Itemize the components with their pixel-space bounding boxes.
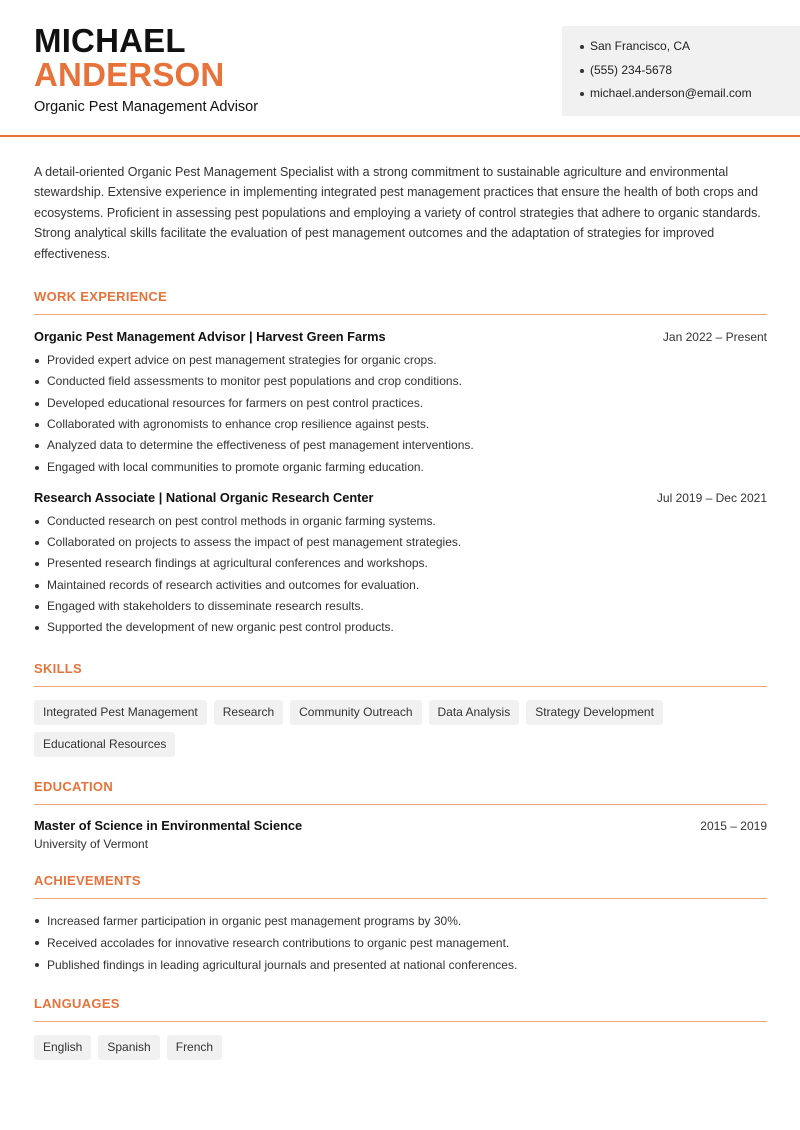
language-tag: English — [34, 1035, 91, 1060]
job-date: Jul 2019 – Dec 2021 — [656, 490, 767, 505]
section-title-skills: SKILLS — [34, 661, 767, 687]
section-title-work: WORK EXPERIENCE — [34, 289, 767, 315]
skill-tag: Educational Resources — [34, 732, 175, 757]
list-item: Engaged with local communities to promote organic farming education. — [34, 457, 767, 478]
achievements-section — [34, 873, 767, 976]
list-item: Supported the development of new organic pest control products. — [34, 617, 767, 638]
list-item: Presented research findings at agricultural conferences and workshops. — [34, 553, 767, 574]
list-item: Collaborated on projects to assess the impact of pest management strategies. — [34, 532, 767, 553]
job-role: Organic Pest Management Advisor | Harvest Green Farms — [34, 329, 386, 345]
last-name: ANDERSON — [34, 56, 225, 93]
list-item: Conducted field assessments to monitor pest populations and crop conditions. — [34, 371, 767, 392]
first-name: MICHAEL — [34, 22, 186, 59]
language-tag: French — [167, 1035, 222, 1060]
resume-body — [34, 162, 767, 1060]
list-item: Published findings in leading agricultural journals and presented at national conferences. — [34, 954, 767, 976]
resume-header — [0, 0, 800, 137]
list-item: Received accolades for innovative research contributions to organic pest management. — [34, 932, 767, 954]
edu-degree: Master of Science in Environmental Science — [34, 817, 303, 833]
skills-section — [34, 661, 767, 757]
education-section — [34, 779, 767, 851]
section-title-education: EDUCATION — [34, 779, 767, 805]
edu-school: University of Vermont — [34, 836, 149, 851]
list-item: Conducted research on pest control methods in organic farming systems. — [34, 511, 767, 532]
contact-email[interactable]: michael.anderson@email.com — [580, 82, 800, 106]
list-item: Analyzed data to determine the effectiveness of pest management interventions. — [34, 435, 767, 456]
languages-section — [34, 996, 767, 1060]
section-title-languages: LANGUAGES — [34, 996, 767, 1022]
edu-date: 2015 – 2019 — [700, 818, 767, 833]
skill-tag: Research — [214, 700, 283, 725]
section-title-achievements: ACHIEVEMENTS — [34, 873, 767, 899]
skill-tag: Integrated Pest Management — [34, 700, 207, 725]
job-title: Organic Pest Management Advisor — [34, 99, 259, 115]
skill-tag: Data Analysis — [429, 700, 520, 725]
skill-tag: Community Outreach — [290, 700, 421, 725]
list-item: Developed educational resources for farmers on pest control practices. — [34, 393, 767, 414]
summary: A detail-oriented Organic Pest Management Specialist with a strong commitment to sustainable agriculture and environmental stewardship. Extensive experience in implementing integrated pest management practices that ensure the health of both crops and ecosystems. Proficient in assessing pest populations and employing a variety of control strategies that adhere to organic standards. Strong analytical skills facilitate the evaluation of pest management outcomes and the adaptation of strategies for improved effectiveness. — [34, 165, 761, 261]
list-item: Engaged with stakeholders to disseminate research results. — [34, 596, 767, 617]
language-tag: Spanish — [98, 1035, 159, 1060]
job-date: Jan 2022 – Present — [662, 330, 767, 345]
job-entry — [34, 329, 767, 478]
job-role: Research Associate | National Organic Research Center — [34, 489, 374, 505]
education-entry — [34, 818, 767, 851]
contact-box — [562, 26, 800, 116]
contact-phone: (555) 234-5678 — [580, 59, 800, 83]
contact-location: San Francisco, CA — [580, 35, 800, 59]
list-item: Provided expert advice on pest management strategies for organic crops. — [34, 350, 767, 371]
list-item: Increased farmer participation in organic pest management programs by 30%. — [34, 910, 767, 932]
job-entry — [34, 490, 767, 639]
skill-tag: Strategy Development — [526, 700, 663, 725]
list-item: Collaborated with agronomists to enhance crop resilience against pests. — [34, 414, 767, 435]
work-section — [34, 289, 767, 639]
list-item: Maintained records of research activities and outcomes for evaluation. — [34, 575, 767, 596]
